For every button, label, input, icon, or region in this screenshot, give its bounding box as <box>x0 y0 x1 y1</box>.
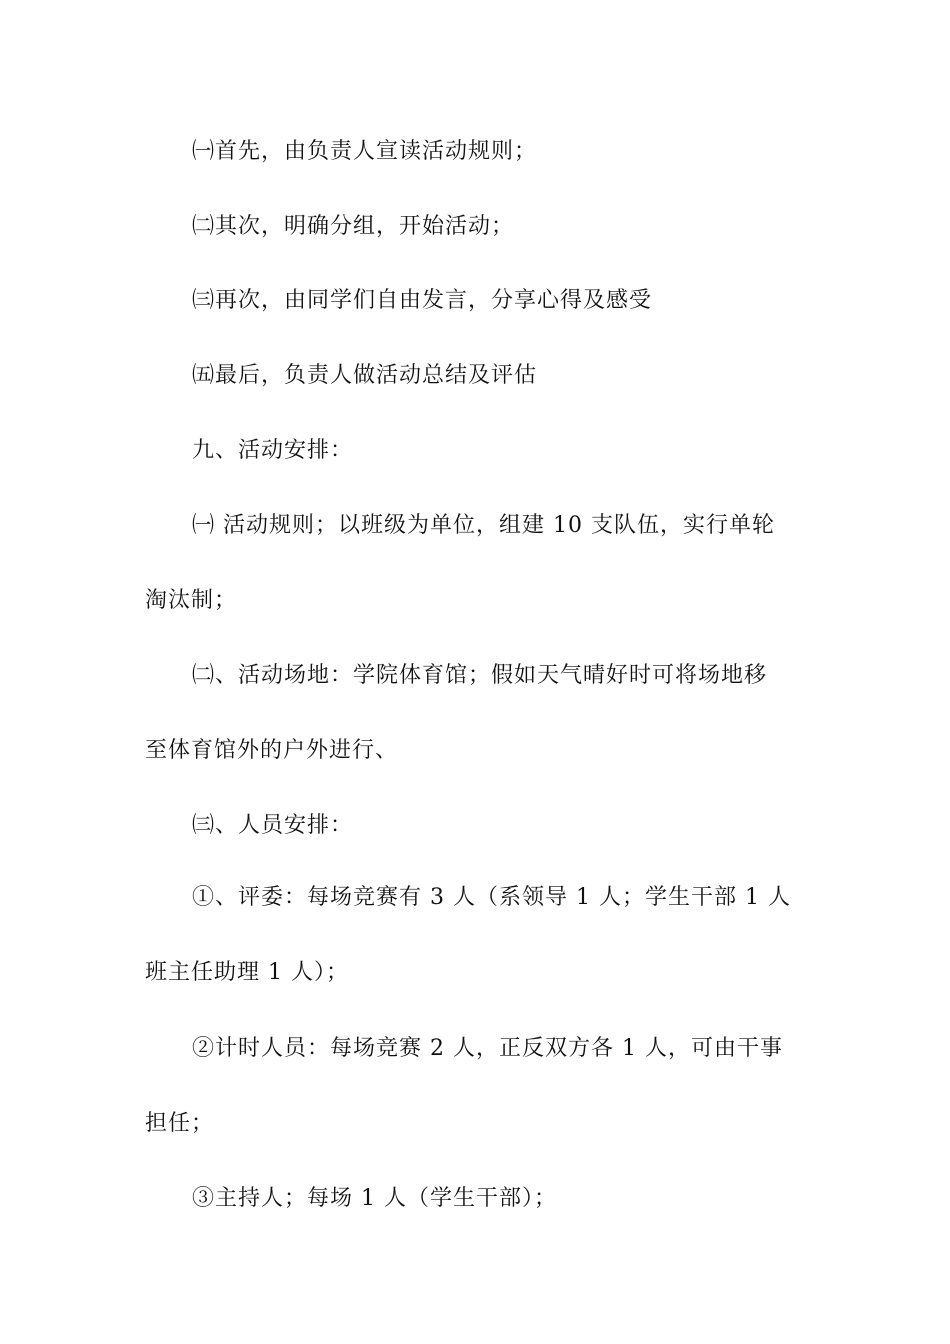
paragraph-venue-line-2: 至体育馆外的户外进行、 <box>145 738 399 763</box>
paragraph-staffing-heading: ㈢、人员安排： <box>192 813 354 838</box>
paragraph-judges-line-2: 班主任助理 1 人）； <box>145 960 349 985</box>
paragraph-rules-line-2: 淘汰制； <box>145 588 238 613</box>
paragraph-venue-line-1: ㈡、活动场地：学院体育馆；假如天气晴好时可将场地移 <box>192 663 768 688</box>
paragraph-timers-line-1: ②计时人员：每场竞赛 2 人，正反双方各 1 人，可由干事 <box>192 1036 783 1061</box>
paragraph-step-3: ㈢再次，由同学们自由发言，分享心得及感受 <box>192 288 653 313</box>
paragraph-step-1: ㈠首先，由负责人宣读活动规则； <box>192 139 538 164</box>
paragraph-step-5: ㈤最后，负责人做活动总结及评估 <box>192 363 538 388</box>
paragraph-step-2: ㈡其次，明确分组，开始活动； <box>192 214 515 239</box>
paragraph-timers-line-2: 担任； <box>145 1111 215 1136</box>
section-heading-nine: 九、活动安排： <box>192 438 354 463</box>
paragraph-rules-line-1: ㈠ 活动规则；以班级为单位，组建 10 支队伍，实行单轮 <box>192 513 775 538</box>
paragraph-judges-line-1: ①、评委：每场竞赛有 3 人（系领导 1 人；学生干部 1 人 <box>192 885 791 910</box>
paragraph-host: ③主持人；每场 1 人（学生干部）； <box>192 1186 557 1211</box>
